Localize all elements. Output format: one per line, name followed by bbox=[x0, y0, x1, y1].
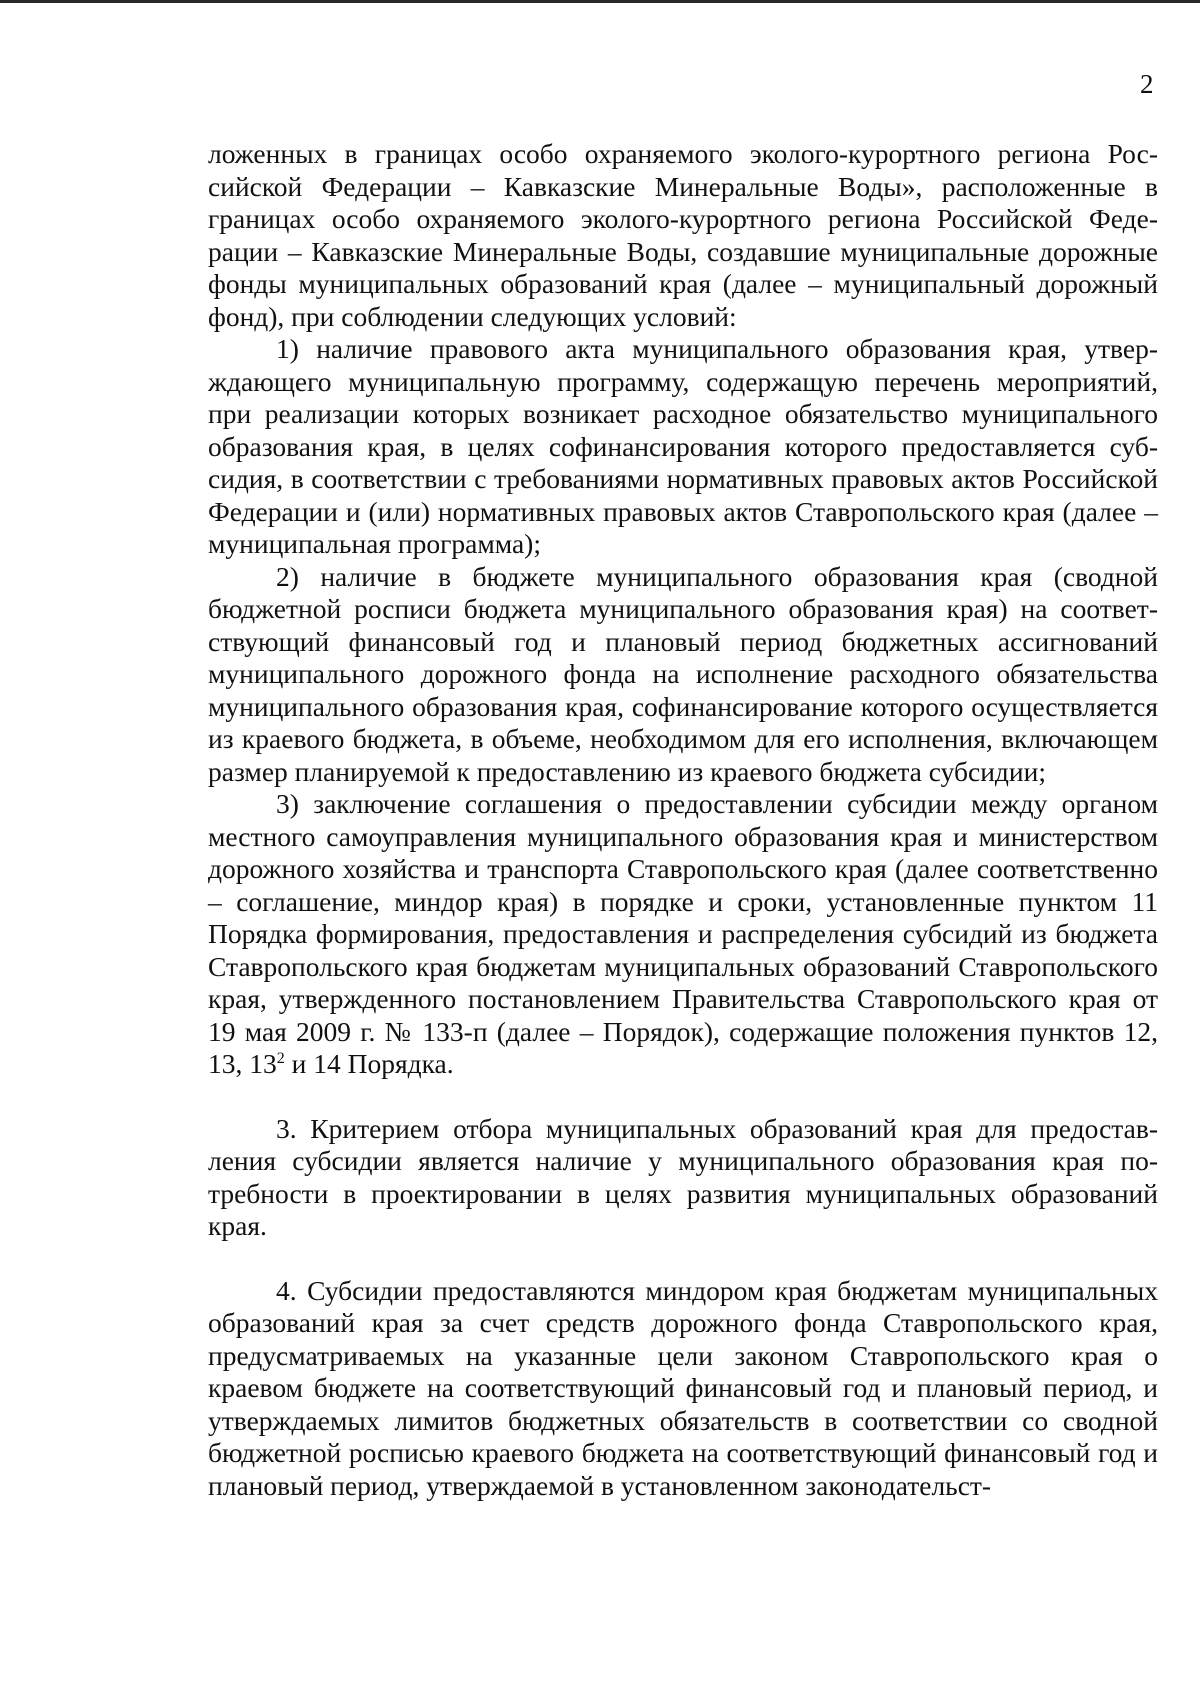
condition-3-text-end: и 14 Порядка. bbox=[284, 1048, 454, 1079]
paragraph-section-4: 4. Субсидии предоставляются миндором края бюджетам муниципальных образований края за счет средств дорожного фонда Ставропольского края, предусматриваемых на указанные цели законом Ставропольского края о краевом бюджете на соответствующий финансовый год и плановый период, и утверждаемых лимитов бюджетных обязательств в соответствии со сводной бюджетной росписью краевого бюджета на соответствующий финансовый год и плановый период, утверждаемой в установленном законодательст- bbox=[208, 1274, 1158, 1501]
document-body bbox=[208, 138, 1158, 1502]
superscript-2: 2 bbox=[276, 1050, 285, 1067]
scan-top-edge bbox=[0, 0, 1200, 3]
page-number: 2 bbox=[1140, 69, 1154, 99]
condition-3-text: 3) заключение соглашения о предоставлении субсидии между органом местного самоуправления муниципального образования края и министерством дорожного хозяйства и транспорта Ставропольского края (далее соответственно – соглашение, миндор края) в порядке и сроки, установленные пунктом 11 Порядка формирования, предоставления и распределения субсидий из бюджета Ставропольского края бюджетам муниципальных образований Ставропольского края, утвержденного постановлением Правительства Ставропольского края от 19 мая 2009 г. № 133-п (далее – Порядок), содержащие положения пунктов 12, 13, 13 bbox=[208, 788, 1158, 1079]
paragraph-section-3: 3. Критерием отбора муниципальных образований края для предоставления субсидии является наличие у муниципального образования края потребности в проектировании в целях развития муниципальных образований края. bbox=[208, 1112, 1158, 1241]
paragraph-intro: ложенных в границах особо охраняемого эколого-курортного региона Российской Федерации – Кавказские Минеральные Воды», расположенные в границах особо охраняемого эколого-курортного региона Российской Федерации – Кавказские Минеральные Воды, создавшие муниципальные дорожные фонды муниципальных образований края (далее – муниципальный дорожный фонд), при соблюдении следующих условий: bbox=[208, 138, 1158, 332]
paragraph-condition-1: 1) наличие правового акта муниципального образования края, утверждающего муниципальную программу, содержащую перечень мероприятий, при реализации которых возникает расходное обязательство муниципального образования края, в целях софинансирования которого предоставляется субсидия, в соответствии с требованиями нормативных правовых актов Российской Федерации и (или) нормативных правовых актов Ставропольского края (далее – муниципальная программа); bbox=[208, 333, 1158, 559]
paragraph-condition-2: 2) наличие в бюджете муниципального образования края (сводной бюджетной росписи бюджета муниципального образования края) на соответствующий финансовый год и плановый период бюджетных ассигнований муниципального дорожного фонда на исполнение расходного обязательства муниципального образования края, софинансирование которого осуществляется из краевого бюджета, в объеме, необходимом для его исполнения, включающем размер планируемой к предоставлению из краевого бюджета субсидии; bbox=[208, 560, 1158, 787]
paragraph-condition-3 bbox=[208, 788, 1158, 1081]
